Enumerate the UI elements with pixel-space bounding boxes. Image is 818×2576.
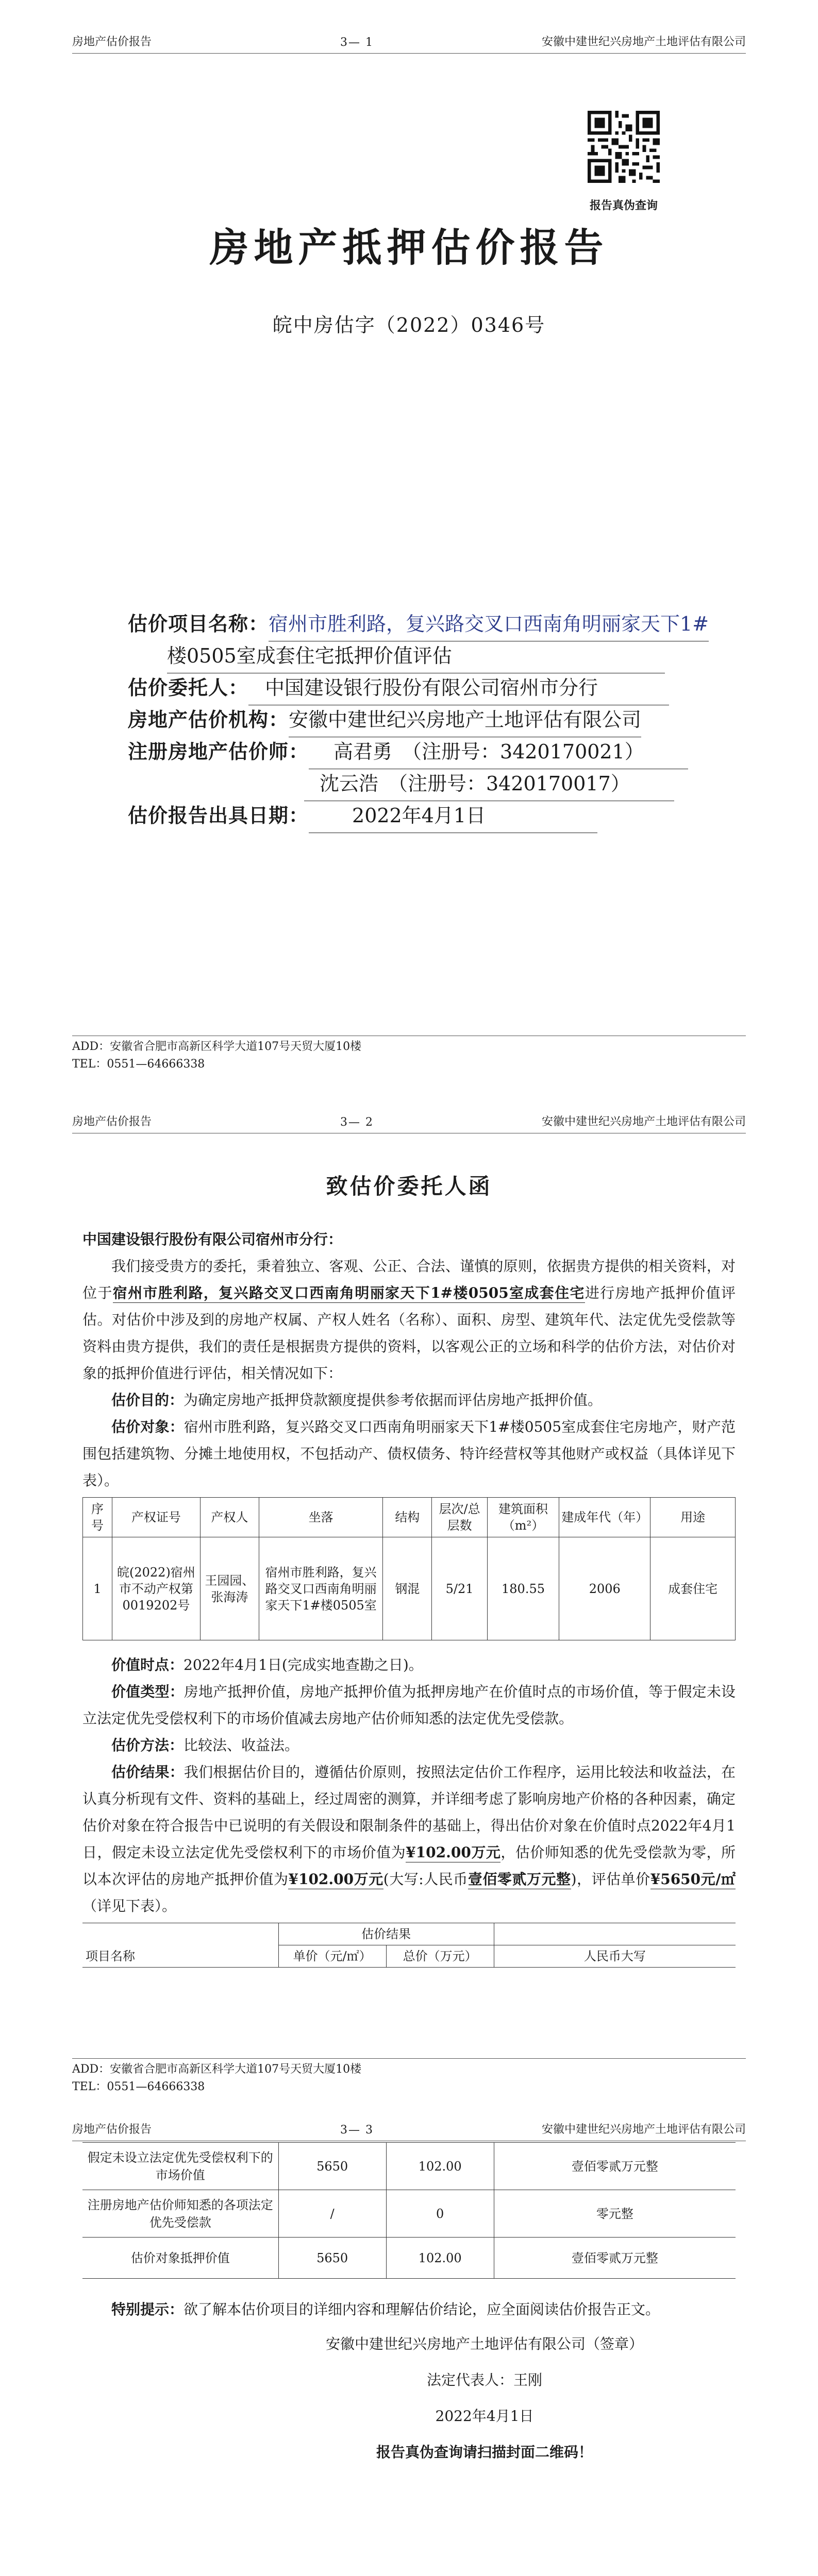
col-header: 产权证号 (112, 1498, 200, 1537)
header-company: 安徽中建世纪兴房地产土地评估有限公司 (541, 2123, 746, 2136)
col-header: 坐落 (259, 1498, 383, 1537)
appraiser-row-2 (128, 768, 705, 800)
table-row (83, 1537, 736, 1640)
project-row-2 (128, 640, 705, 672)
cell: 王园园、张海涛 (200, 1537, 259, 1640)
result-g: )，评估单价 (571, 1871, 650, 1888)
col-header: 层次/总层数 (432, 1498, 488, 1537)
value-type-text: 房地产抵押价值，房地产抵押价值为抵押房地产在价值时点的市场价值，等于假定未设立法定优先受偿权利下的市场价值减去房地产估价师知悉的法定优先受偿款。 (82, 1683, 736, 1727)
footer-rule (72, 2058, 746, 2059)
cover-footer (72, 1036, 746, 1073)
item-header: 项目名称 (82, 1923, 278, 1968)
value-date-label: 价值时点： (111, 1656, 184, 1673)
intro-a: 我们接受贵方的委托，秉着独立、客观、公正、合法、谨慎的原则，依据贵方提供的相关资料，对位于 (82, 1258, 736, 1301)
total-cell: 102.00 (386, 2238, 494, 2279)
note-text: 欲了解本估价项目的详细内容和理解估价结论，应全面阅读估价报告正文。 (183, 2301, 660, 2318)
verify-note: 报告真伪查询请扫描封面二维码！ (376, 2444, 593, 2461)
unit-cell: 5650 (278, 2238, 386, 2279)
object-text: 宿州市胜利路，复兴路交叉口西南角明丽家天下1#楼0505室成套住宅房地产，财产范围包括建筑物、分摊土地使用权，不包括动产、债权债务、特许经营权等其他财产或权益（具体详见下表）。 (82, 1418, 736, 1489)
letter-footer (72, 2058, 746, 2096)
header-company: 安徽中建世纪兴房地产土地评估有限公司 (541, 1115, 746, 1128)
letter-intro (82, 1253, 736, 1387)
report-title: 房地产抵押估价报告 (209, 225, 609, 270)
value-in-words: 壹佰零贰万元整 (468, 1871, 571, 1889)
value-type-label: 价值类型： (111, 1683, 184, 1700)
date-value (309, 800, 597, 833)
results-body (82, 2142, 736, 2323)
object-label: 估价对象： (111, 1418, 184, 1435)
header-left: 房地产估价报告 (72, 1115, 152, 1128)
result-i: （详见下表）。 (82, 1897, 177, 1914)
value-date-text: 2022年4月1日(完成实地查勘之日)。 (183, 1656, 423, 1673)
intro-property: 宿州市胜利路，复兴路交叉口西南角明丽家天下1#楼0505室成套住宅 (113, 1284, 585, 1303)
project-value-line2: 楼0505室成套住宅抵押价值评估 (167, 640, 665, 673)
caps-cell: 壹佰零贰万元整 (494, 2238, 736, 2279)
value-type-para (82, 1679, 736, 1732)
col-header: 建筑面积（m²） (487, 1498, 559, 1537)
total-price-header: 总价（万元） (386, 1945, 494, 1968)
item-cell: 注册房地产估价师知悉的各项法定优先受偿款 (82, 2190, 278, 2238)
date-label: 估价报告出具日期： (128, 804, 309, 827)
cell: 皖(2022)宿州市不动产权第0019202号 (112, 1537, 200, 1640)
letter-page (0, 1082, 818, 2107)
cover-page (0, 0, 818, 1082)
qr-code-icon[interactable] (588, 111, 660, 183)
letter-addressee: 中国建设银行股份有限公司宿州市分行： (82, 1231, 343, 1248)
header-page-number: 3— 1 (340, 36, 374, 49)
result-table-header (82, 1923, 736, 1968)
intro-c: 进行房地产抵押价值评估。对估价中涉及到的房地产权属、产权人姓名（名称）、面积、房型、建筑年代、法定优先受偿款等资料由贵方提供，我们的责任是根据贵方提供的资料，以客观公正的立场和科学的估价方法，对估价对象的抵押价值进行评估，相关情况如下： (82, 1284, 736, 1382)
letter-title: 致估价委托人函 (326, 1174, 492, 1199)
caps-cell: 零元整 (494, 2190, 736, 2238)
note-label: 特别提示： (111, 2301, 184, 2318)
appraiser-1-text: 高君勇 （注册号：3420170021） (333, 740, 644, 763)
total-cell: 0 (386, 2190, 494, 2238)
result-a: 我们根据估价目的，遵循估价原则，按照法定估价工作程序，运用比较法和收益法，在认真分析现有文件、资料的基础上，经过周密的测算，并详细考虑了影响房地产价格的各种因素，确定估价对象在符合报告中已说明的有关假设和限制条件的基础上，得出估价对象在价值时点2022年4月1日，假定未设立法定优先受偿权利下的市场价值为 (82, 1764, 736, 1861)
footer-tel: TEL：0551—64666338 (72, 2080, 205, 2093)
purpose-label: 估价目的： (111, 1392, 184, 1409)
method-label: 估价方法： (111, 1737, 184, 1754)
object-para (82, 1414, 736, 1494)
method-para (82, 1732, 736, 1759)
result-e: (大写:人民币 (383, 1871, 468, 1888)
running-header (72, 23, 746, 54)
client-value (248, 672, 669, 705)
sign-date: 2022年4月1日 (435, 2408, 534, 2425)
header-left: 房地产估价报告 (72, 36, 152, 48)
cell: 宿州市胜利路，复兴路交叉口西南角明丽家天下1#楼0505室 (259, 1537, 383, 1640)
signature-block (289, 2329, 680, 2468)
header-page-number: 3— 3 (340, 2124, 374, 2137)
value-date-para (82, 1652, 736, 1679)
client-value-text: 中国建设银行股份有限公司宿州市分行 (265, 676, 598, 699)
results-page (0, 2107, 818, 2576)
running-header (72, 1103, 746, 1133)
caps-header: 人民币大写 (494, 1945, 736, 1968)
table-row (82, 2143, 736, 2190)
property-table-header (83, 1498, 736, 1537)
table-row (82, 2238, 736, 2279)
appraiser-2 (304, 768, 674, 801)
header-company: 安徽中建世纪兴房地产土地评估有限公司 (541, 36, 746, 48)
appraiser-row-1 (128, 736, 705, 768)
cell: 2006 (559, 1537, 650, 1640)
method-text: 比较法、收益法。 (183, 1737, 299, 1754)
property-table (82, 1497, 736, 1640)
unit-price-header: 单价（元/㎡） (278, 1945, 386, 1968)
blank-header (494, 1923, 736, 1945)
col-header: 建成年代（年） (559, 1498, 650, 1537)
header-left: 房地产估价报告 (72, 2123, 152, 2136)
purpose-para (82, 1387, 736, 1414)
purpose-text: 为确定房地产抵押贷款额度提供参考依据而评估房地产抵押价值。 (183, 1392, 603, 1409)
date-row (128, 800, 705, 832)
total-cell: 102.00 (386, 2143, 494, 2190)
running-header (72, 2110, 746, 2141)
appraiser-label: 注册房地产估价师： (128, 740, 309, 763)
group-header: 估价结果 (278, 1923, 494, 1945)
unit-price: ¥5650元/㎡ (650, 1871, 736, 1889)
project-label: 估价项目名称： (128, 612, 269, 635)
special-note (82, 2296, 736, 2323)
footer-tel: TEL：0551—64666338 (72, 1058, 205, 1071)
agency-value: 安徽中建世纪兴房地产土地评估有限公司 (289, 704, 641, 737)
mortgage-value: ¥102.00万元 (288, 1871, 383, 1889)
header-page-number: 3— 2 (340, 1116, 374, 1129)
col-header: 结构 (383, 1498, 432, 1537)
report-number: 皖中房估字（2022）0346号 (272, 314, 546, 336)
letter-body (82, 1226, 736, 1968)
unit-cell: 5650 (278, 2143, 386, 2190)
date-value-text: 2022年4月1日 (352, 804, 486, 827)
table-row (82, 2190, 736, 2238)
cell: 成套住宅 (650, 1537, 736, 1640)
item-cell: 估价对象抵押价值 (82, 2238, 278, 2279)
result-table (82, 2142, 736, 2279)
client-row (128, 672, 705, 704)
col-header: 序号 (83, 1498, 112, 1537)
cell: 5/21 (432, 1537, 488, 1640)
sign-representative: 法定代表人：王刚 (426, 2371, 542, 2388)
appraiser-2-text: 沈云浩 （注册号：3420170017） (320, 772, 630, 795)
caps-cell: 壹佰零贰万元整 (494, 2143, 736, 2190)
unit-cell: / (278, 2190, 386, 2238)
cell: 180.55 (487, 1537, 559, 1640)
market-value: ¥102.00万元 (406, 1844, 500, 1862)
cover-fields (128, 608, 709, 832)
cell: 1 (83, 1537, 112, 1640)
cell: 钢混 (383, 1537, 432, 1640)
result-label: 估价结果： (111, 1764, 184, 1781)
result-header-row (82, 1923, 736, 1945)
footer-address: ADD：安徽省合肥市高新区科学大道107号天贸大厦10楼 (72, 1040, 362, 1053)
client-label: 估价委托人： (128, 676, 249, 699)
col-header: 用途 (650, 1498, 736, 1537)
col-header: 产权人 (200, 1498, 259, 1537)
result-para (82, 1759, 736, 1920)
item-cell: 假定未设立法定优先受偿权利下的市场价值 (82, 2143, 278, 2190)
project-value-line1: 宿州市胜利路，复兴路交叉口西南角明丽家天下1# (269, 608, 709, 641)
agency-row (128, 704, 705, 736)
project-row (128, 608, 709, 640)
result-c: ，估价师知悉的优先受偿款为零，所以本次评估的房地产抵押价值为 (82, 1844, 736, 1888)
appraiser-1 (309, 736, 688, 769)
agency-label: 房地产估价机构： (128, 708, 289, 731)
footer-address: ADD：安徽省合肥市高新区科学大道107号天贸大厦10楼 (72, 2063, 362, 2076)
qr-caption: 报告真伪查询 (589, 199, 658, 212)
sign-company: 安徽中建世纪兴房地产土地评估有限公司（签章） (325, 2335, 643, 2352)
